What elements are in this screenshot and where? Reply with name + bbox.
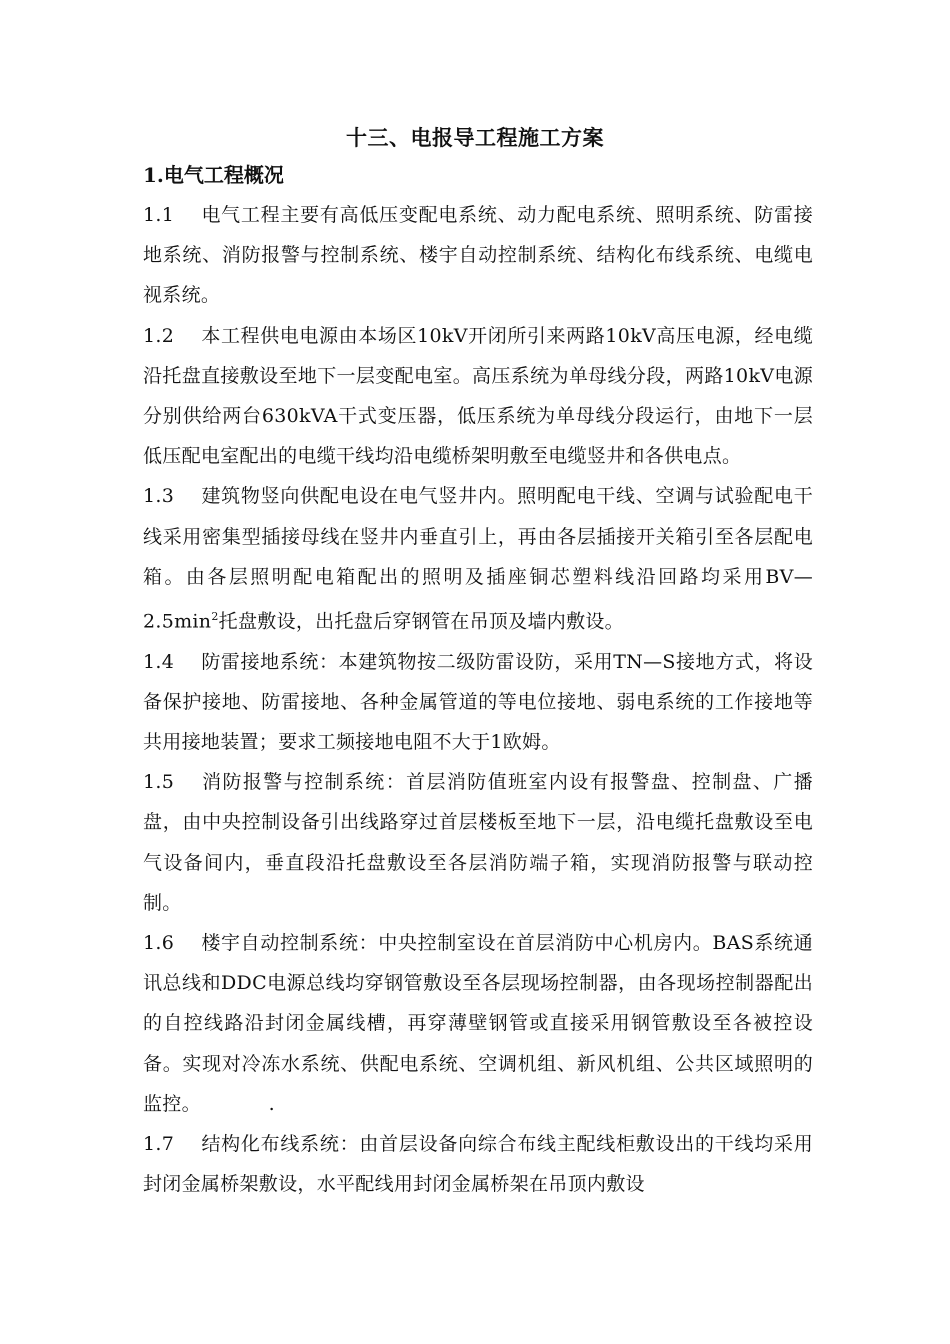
- paragraph-1-5: [143, 762, 813, 923]
- document-body: [143, 195, 813, 1204]
- paragraph-1-3: [143, 476, 813, 641]
- paragraph-1-2: [143, 316, 813, 477]
- section-heading: 1.电气工程概况: [143, 163, 284, 187]
- paragraph-text: 本工程供电电源由本场区10kV开闭所引来两路10kV高压电源，经电缆沿托盘直接敷设至地下一层变配电室。高压系统为单母线分段，两路10kV电源分别供给两台630kVA干式变压器，低压系统为单母线分段运行，由地下一层低压配电室配出的电缆干线均沿电缆桥架明敷至电缆竖井和各供电点。: [143, 324, 813, 468]
- paragraph-text: 防雷接地系统：本建筑物按二级防雷设防，采用TN—S接地方式，将设备保护接地、防雷接地、各种金属管道的等电位接地、弱电系统的工作接地等共用接地装置；要求工频接地电阻不大于1欧姆。: [143, 650, 813, 753]
- paragraph-number: 1.3: [143, 485, 175, 508]
- paragraph-text-continued: 托盘敷设，出托盘后穿钢管在吊顶及墙内敷设。: [218, 610, 624, 633]
- paragraph-1-1: [143, 195, 813, 316]
- paragraph-text: 结构化布线系统：由首层设备向综合布线主配线柜敷设出的干线均采用封闭金属桥架敷设，水平配线用封闭金属桥架在吊顶内敷设: [143, 1133, 813, 1196]
- paragraph-1-4: [143, 642, 813, 763]
- paragraph-text: 电气工程主要有高低压变配电系统、动力配电系统、照明系统、防雷接地系统、消防报警与控制系统、楼宇自动控制系统、结构化布线系统、电缆电视系统。: [143, 204, 813, 307]
- paragraph-text: 消防报警与控制系统：首层消防值班室内设有报警盘、控制盘、广播盘，由中央控制设备引出线路穿过首层楼板至地下一层，沿电缆托盘敷设至电气设备间内，垂直段沿托盘敷设至各层消防端子箱，实现消防报警与联动控制。: [143, 771, 813, 914]
- paragraph-number: 1.2: [143, 324, 175, 347]
- paragraph-1-7: [143, 1124, 813, 1204]
- paragraph-1-6: [143, 923, 813, 1124]
- paragraph-text: 楼宇自动控制系统：中央控制室设在首层消防中心机房内。BAS系统通讯总线和DDC电源总线均穿钢管敷设至各层现场控制器，由各现场控制器配出的自控线路沿封闭金属线槽，再穿薄壁钢管或直接采用钢管敷设至各被控设备。实现对冷冻水系统、供配电系统、空调机组、新风机组、公共区域照明的监控。 .: [143, 931, 813, 1115]
- paragraph-number: 1.6: [143, 931, 175, 954]
- paragraph-number: 1.7: [143, 1133, 175, 1155]
- document-title: 十三、电报导工程施工方案: [346, 125, 604, 150]
- paragraph-number: 1.5: [143, 771, 175, 794]
- paragraph-number: 1.4: [143, 650, 175, 673]
- paragraph-text: 建筑物竖向供配电设在电气竖井内。照明配电干线、空调与试验配电干线采用密集型插接母线在竖井内垂直引上，再由各层插接开关箱引至各层配电箱。由各层照明配电箱配出的照明及插座铜芯塑料线沿回路均采用BV—2.5min: [143, 485, 813, 633]
- paragraph-number: 1.1: [143, 204, 175, 226]
- superscript: 2: [211, 610, 219, 624]
